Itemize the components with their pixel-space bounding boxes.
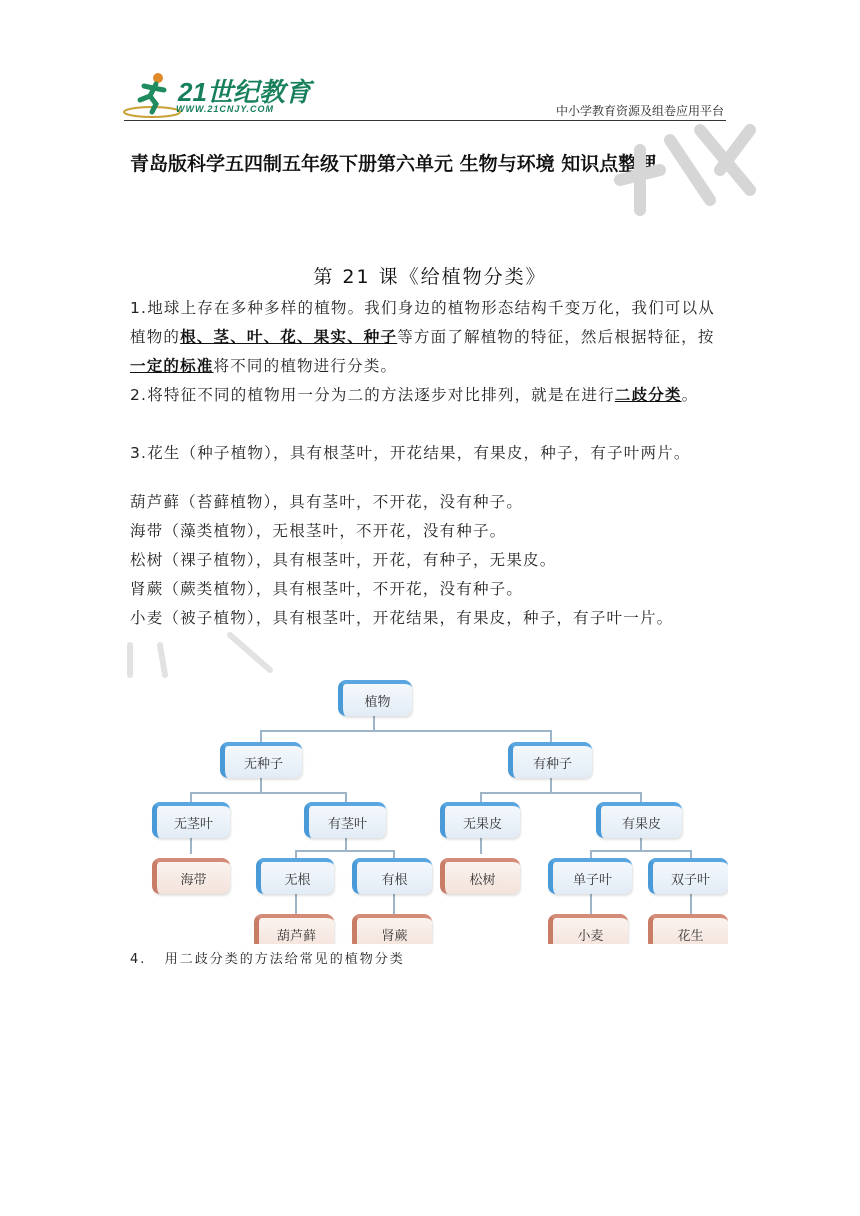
node-has-seed: 有种子: [508, 742, 592, 778]
p2-keyword: 二歧分类: [614, 386, 682, 404]
connector: [295, 850, 297, 858]
paragraph-2: [130, 381, 730, 410]
lesson-title: 第 21 课《给植物分类》: [313, 266, 547, 288]
connector: [190, 792, 192, 802]
connector: [393, 850, 395, 858]
connector: [690, 894, 692, 914]
item-4-heading: 4. 用二歧分类的方法给常见的植物分类: [130, 952, 405, 967]
node-has-peel: 有果皮: [596, 802, 682, 838]
p1-standard: 一定的标准: [130, 357, 214, 375]
connector: [590, 894, 592, 914]
connector: [260, 778, 262, 792]
paragraph-7: 肾蕨（蕨类植物），具有根茎叶，不开花，没有种子。: [130, 580, 524, 598]
node-kelp: 海带: [152, 858, 230, 894]
node-moss: 葫芦藓: [254, 914, 334, 944]
connector: [590, 850, 690, 852]
p1-text-a: 1.地球上存在多种多样的植物。我们身边的植物形态结构千变万化，我们可以从植物的: [130, 299, 715, 346]
paragraph-6: 松树（裸子植物），具有根茎叶，开花，有种子，无果皮。: [130, 551, 557, 569]
connector: [640, 838, 642, 850]
platform-label: 中小学教育资源及组卷应用平台: [555, 104, 724, 118]
paragraph-8: 小麦（被子植物），具有根茎叶，开花结果，有果皮，种子，有子叶一片。: [130, 609, 674, 627]
node-fern: 肾蕨: [352, 914, 432, 944]
p2-text-a: 2.将特征不同的植物用一分为二的方法逐步对比排列，就是在进行: [130, 386, 615, 404]
connector: [480, 792, 482, 802]
node-wheat: 小麦: [548, 914, 628, 944]
connector: [345, 792, 347, 802]
connector: [640, 792, 642, 802]
paragraph-3: 3.花生（种子植物），具有根茎叶，开花结果，有果皮，种子，有子叶两片。: [130, 444, 691, 462]
paragraph-1: [130, 294, 730, 381]
p1-text-c: 等方面了解植物的特征，然后根据特征，按: [397, 328, 715, 346]
node-no-stem-leaf: 无茎叶: [152, 802, 230, 838]
node-root: 植物: [338, 680, 412, 716]
connector: [295, 894, 297, 914]
node-dicot: 双子叶: [648, 858, 728, 894]
logo-text: 21世纪教育: [178, 77, 311, 107]
watermark-graphic: [600, 110, 780, 220]
document-title: 青岛版科学五四制五年级下册第六单元 生物与环境 知识点整理: [130, 153, 657, 175]
connector: [260, 730, 550, 732]
classification-diagram: [150, 672, 728, 944]
p1-keywords: 根、茎、叶、花、果实、种子: [180, 328, 398, 346]
connector: [550, 778, 552, 792]
node-peanut: 花生: [648, 914, 728, 944]
paragraph-4: 葫芦藓（苔藓植物），具有茎叶，不开花，没有种子。: [130, 493, 524, 511]
p1-text-e: 将不同的植物进行分类。: [213, 357, 398, 375]
connector: [260, 730, 262, 742]
connector: [480, 838, 482, 854]
connector: [295, 850, 393, 852]
paragraph-5: 海带（藻类植物），无根茎叶，不开花，没有种子。: [130, 522, 507, 540]
connector: [393, 894, 395, 914]
runner-logo-icon: [122, 70, 182, 120]
connector: [345, 838, 347, 850]
connector: [690, 850, 692, 858]
node-no-root: 无根: [256, 858, 334, 894]
connector: [190, 792, 345, 794]
p2-text-c: 。: [681, 386, 699, 404]
connector: [373, 716, 375, 730]
node-no-seed: 无种子: [220, 742, 302, 778]
logo-url: WWW.21CNJY.COM: [176, 104, 275, 114]
node-has-stem-leaf: 有茎叶: [304, 802, 386, 838]
node-pine: 松树: [440, 858, 520, 894]
connector: [480, 792, 640, 794]
node-no-peel: 无果皮: [440, 802, 520, 838]
connector: [550, 730, 552, 742]
connector: [590, 850, 592, 858]
connector: [190, 838, 192, 854]
node-monocot: 单子叶: [548, 858, 632, 894]
node-has-root: 有根: [352, 858, 432, 894]
